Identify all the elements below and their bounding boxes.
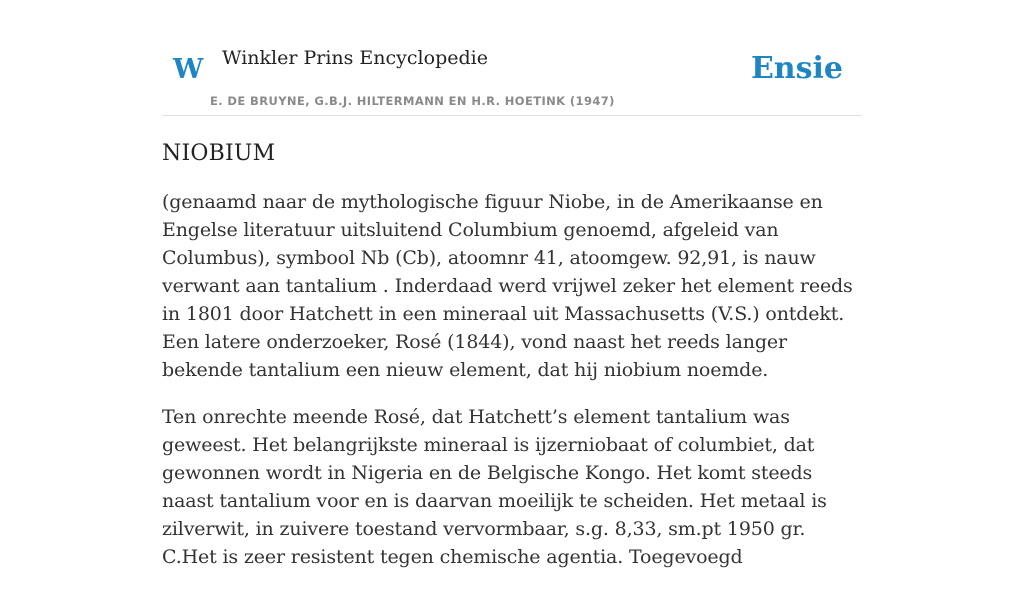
ensie-logo[interactable]: Ensie [750,51,843,86]
article-paragraph: Ten onrechte meende Rosé, dat Hatchett’s element tantalium was geweest. Het belangrijkste mineraal is ijzerniobaat of columbiet, dat gewonnen wordt in Nigeria en de Belgische Kongo. Het komt steeds naast tantalium voor en is daarvan moeilijk te scheiden. Het metaal is zilverwit, in zuivere toestand vervormbaar, s.g. 8,33, sm.pt 1950 gr. C.Het is zeer resistent tegen chemische agentia. Toegevoegd [162,406,827,568]
source-title[interactable]: Winkler Prins Encyclopedie [222,47,488,69]
article-title: NIOBIUM [162,141,276,166]
header [162,0,862,116]
article [162,138,862,590]
source-authors: E. DE BRUYNE, G.B.J. HILTERMANN EN H.R. HOETINK (1947) [210,94,615,108]
winkler-prins-logo[interactable]: W [173,54,204,85]
article-paragraph: (genaamd naar de mythologische figuur Niobe, in de Amerikaanse en Engelse literatuur uitsluitend Columbium genoemd, afgeleid van Columbus), symbool Nb (Cb), atoomnr 41, atoomgew. 92,91, is nauw verwant aan tantalium . Inderdaad werd vrijwel zeker het element reeds in 1801 door Hatchett in een mineraal uit Massachusetts (V.S.) ontdekt. Een latere onderzoeker, Rosé (1844), vond naast het reeds langer bekende tantalium een nieuw element, dat hij niobium noemde. [162,191,853,381]
